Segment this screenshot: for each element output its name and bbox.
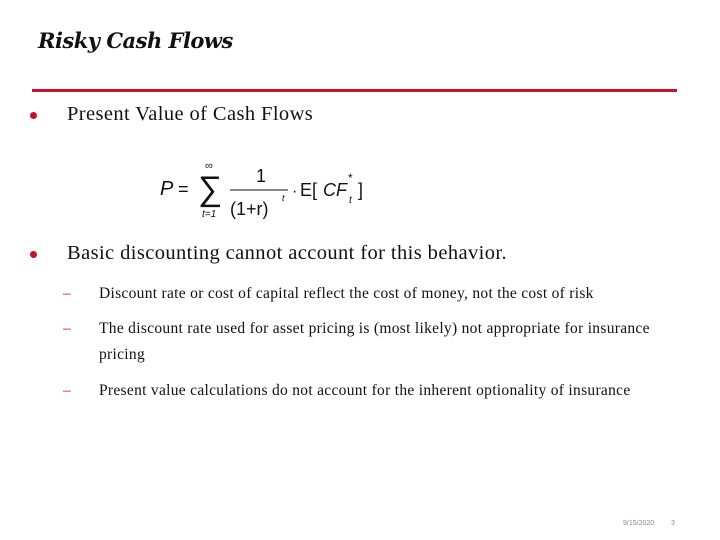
formula-variable-sup: *: [348, 171, 353, 185]
sub-bullet-optionality: [63, 378, 663, 404]
bullet-dot-icon: [30, 251, 37, 258]
formula-denominator: (1+r): [230, 199, 269, 219]
bullet-text: Present Value of Cash Flows: [67, 103, 314, 125]
dash-icon: –: [63, 382, 72, 399]
formula-equals: =: [178, 179, 189, 199]
title-underline: [32, 89, 677, 92]
formula-lhs: P: [160, 178, 174, 200]
formula-close: ]: [358, 180, 364, 200]
formula-operator: ·: [292, 183, 298, 200]
formula-graphic: [158, 155, 378, 225]
sub-bullet-cost-of-risk: [63, 281, 663, 307]
formula-variable-sub: t: [349, 195, 352, 206]
sub-bullet-asset-pricing: [63, 316, 663, 368]
sub-bullet-text: Discount rate or cost of capital reflect the cost of money, not the cost of risk: [99, 285, 594, 302]
formula-sum-upper: ∞: [205, 160, 213, 172]
page-number: 3: [671, 520, 675, 527]
formula-sum-lower: t=1: [202, 209, 217, 220]
dash-icon: –: [63, 320, 72, 337]
formula-numerator: 1: [256, 166, 267, 186]
formula-variable: CF: [323, 180, 347, 200]
sub-bullet-text: Present value calculations do not account for the inherent optionality of insurance: [99, 382, 631, 399]
sub-bullet-text: The discount rate used for asset pricing is (most likely) not appropriate for insurance pricing: [99, 320, 650, 363]
dash-icon: –: [63, 285, 72, 302]
formula-exponent: t: [282, 193, 285, 203]
bullet-dot-icon: [30, 112, 37, 119]
present-value-formula: [158, 155, 378, 225]
bullet-text: Basic discounting cannot account for this behavior.: [67, 242, 507, 264]
slide-title: Risky Cash Flows: [38, 28, 233, 53]
footer-date: 9/15/2020: [623, 520, 655, 527]
sigma-icon: ∑: [198, 170, 223, 208]
formula-expectation: E[: [300, 180, 318, 200]
